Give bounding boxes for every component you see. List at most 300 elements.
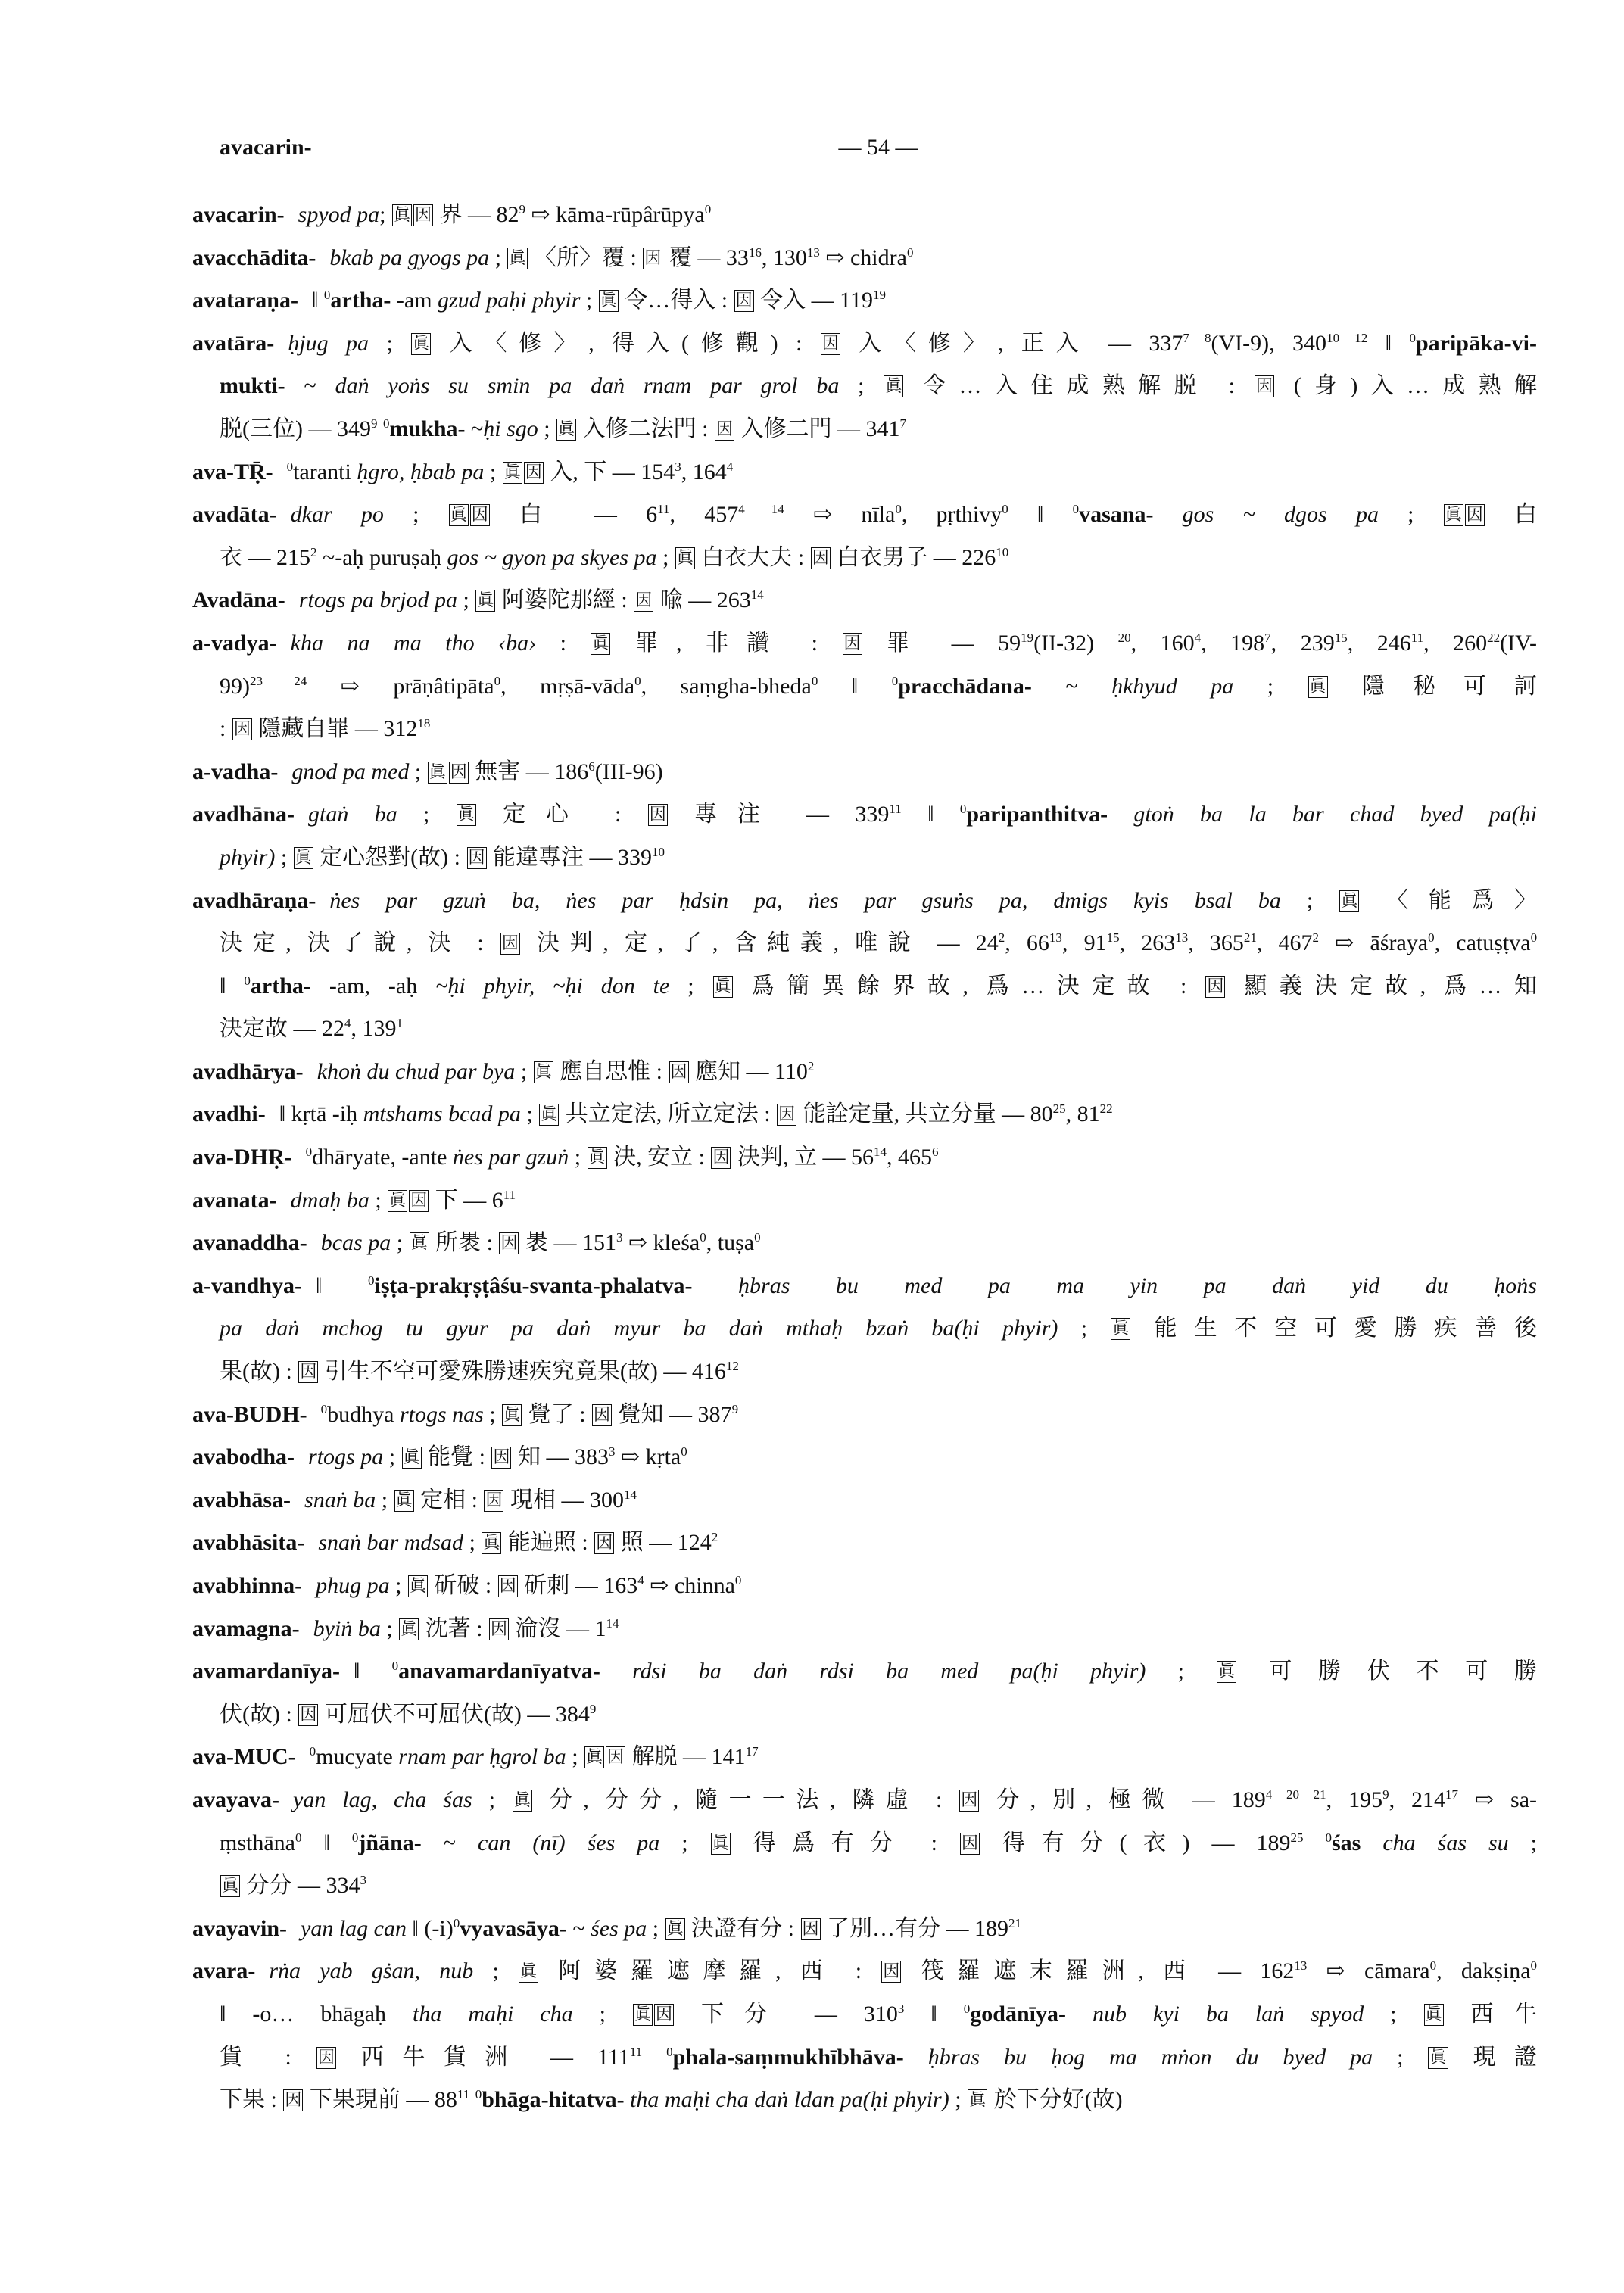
- entry-line: [192, 279, 1537, 322]
- entry-line: [192, 1136, 1537, 1179]
- text: 99): [220, 673, 250, 699]
- text: ‖: [311, 288, 324, 313]
- tibetan-text: ṅes par gzuṅ ba, ṅes par ḥdsin pa, ṅes par gsuṅs pa, dmigs kyis bsal ba: [329, 887, 1281, 913]
- text: 阿婆陀那經 :: [496, 587, 634, 613]
- superscript: 0: [1530, 930, 1537, 946]
- entry-line: [192, 451, 1537, 494]
- boxed-source-mark: 因: [715, 419, 734, 441]
- superscript: 3: [897, 2001, 905, 2016]
- entry-line: [192, 1565, 1537, 1608]
- superscript: 10 12: [1326, 330, 1368, 345]
- text: 決, 安立 :: [607, 1145, 711, 1170]
- entry-headword: avayava-: [192, 1787, 279, 1812]
- text: 能覺 :: [422, 1444, 491, 1470]
- text: 白: [1485, 502, 1537, 528]
- text: ;: [647, 1915, 665, 1941]
- text: , 467: [1256, 930, 1313, 956]
- boxed-source-mark: 眞: [410, 1232, 429, 1254]
- text: 能詮定量, 共立分量 — 80: [797, 1101, 1053, 1127]
- tibetan-text: rtogs pa brjod pa: [298, 587, 458, 613]
- tibetan-text: bkab pa gyogs pa: [329, 245, 490, 270]
- entry-line: [192, 1650, 1537, 1693]
- boxed-source-mark: 因: [470, 504, 490, 526]
- tibetan-text: ḥgro, ḥbab pa: [357, 459, 485, 484]
- text: , 260: [1423, 630, 1488, 656]
- text: 覆 — 33: [663, 245, 749, 270]
- boxed-source-mark: 因: [298, 1704, 318, 1726]
- superscript: 0: [704, 202, 712, 217]
- text: ;: [376, 1487, 394, 1513]
- boxed-source-mark: 眞: [399, 1618, 419, 1640]
- boxed-source-mark: 眞: [968, 2089, 987, 2111]
- boxed-source-mark: 因: [960, 1833, 980, 1855]
- text: 了別…有分 — 189: [821, 1915, 1009, 1941]
- text: ;: [472, 1787, 512, 1812]
- boxed-source-mark: 眞: [513, 1790, 532, 1812]
- text: 筏羅遮末羅洲, 西 — 162: [902, 1958, 1295, 1984]
- boxed-source-mark: 因: [648, 804, 668, 826]
- superscript: 4 20 21: [1265, 1787, 1326, 1802]
- text: 能遍照 :: [502, 1530, 594, 1556]
- superscript: 7 8: [1183, 330, 1211, 345]
- boxed-source-mark: 因: [449, 762, 469, 784]
- text: 〈能爲〉: [1360, 887, 1537, 913]
- headword: paripanthitva-: [966, 802, 1108, 827]
- text: 定心 :: [476, 802, 647, 827]
- boxed-source-mark: 因: [821, 333, 840, 355]
- entry-headword: avamagna-: [192, 1615, 300, 1641]
- boxed-source-mark: 因: [484, 1490, 503, 1512]
- superscript: 0: [1002, 502, 1008, 517]
- tibetan-text: snaṅ ba: [304, 1487, 376, 1513]
- entry-headword: avanaddha-: [192, 1230, 307, 1256]
- text: ;: [397, 802, 456, 827]
- text: , tuṣa: [706, 1230, 755, 1256]
- boxed-source-mark: 眞: [411, 333, 431, 355]
- superscript: 20: [1117, 630, 1131, 645]
- superscript: 0: [700, 1230, 706, 1245]
- entry-continuation-line: [192, 1993, 1537, 2036]
- text: ;: [1280, 887, 1339, 913]
- entry-line: [192, 1436, 1537, 1479]
- text: 分分 — 334: [241, 1873, 360, 1899]
- tibetan-text: ~ḥi phyir, ~ḥi don te: [435, 973, 670, 999]
- superscript: 7: [899, 416, 906, 431]
- entry-continuation-line: [192, 1822, 1537, 1865]
- entry-continuation-line: [192, 365, 1537, 408]
- superscript: 0: [681, 1444, 687, 1460]
- text: ⇨ nīla: [784, 502, 896, 528]
- headword: iṣṭa-prakṛṣṭâśu-svanta-phalatva-: [374, 1273, 693, 1298]
- text: 淪沒 — 1: [510, 1615, 606, 1641]
- text: , 81: [1065, 1101, 1100, 1127]
- entry-headword: avabhāsita-: [192, 1530, 305, 1556]
- boxed-source-mark: 因: [711, 1147, 731, 1169]
- entry-headword: a-vandhya-: [192, 1273, 303, 1298]
- superscript: 11: [889, 802, 902, 817]
- boxed-source-mark: 因: [881, 1961, 901, 1983]
- text: ⇨ cāmara: [1307, 1958, 1430, 1984]
- tibetan-text: gtoṅ ba la bar chad byed pa(ḥi: [1108, 802, 1537, 827]
- text: 現相 — 300: [504, 1487, 624, 1513]
- boxed-source-mark: 因: [500, 933, 520, 955]
- tibetan-text: śes pa: [591, 1915, 647, 1941]
- text: 應知 — 110: [689, 1058, 808, 1084]
- text: ~-aḥ puruṣaḥ: [316, 544, 447, 570]
- boxed-source-mark: 眞: [1217, 1661, 1236, 1683]
- boxed-source-mark: 因: [1255, 375, 1274, 397]
- superscript: 13: [806, 245, 820, 260]
- superscript: 0: [1409, 330, 1416, 345]
- text: ⇨ kṛta: [615, 1444, 681, 1470]
- text: -am, -aḥ: [310, 973, 436, 999]
- entry-continuation-line: [192, 708, 1537, 751]
- tibetan-text: ḥjug pa: [288, 330, 369, 356]
- headword: bhāga-hitatva-: [482, 2087, 625, 2113]
- superscript: 9: [589, 1701, 597, 1716]
- superscript: 2: [310, 544, 317, 559]
- text: 斫破 :: [428, 1573, 497, 1598]
- text: , 465: [886, 1145, 932, 1170]
- boxed-source-mark: 眞: [457, 804, 476, 826]
- superscript: 13: [1294, 1958, 1308, 1974]
- text: -am: [391, 288, 438, 313]
- text: ;: [275, 844, 293, 870]
- text: 顯義決定故, 爲…知: [1226, 973, 1537, 999]
- text: (VI-9), 340: [1211, 330, 1327, 356]
- text: 令…得入 :: [619, 288, 734, 313]
- boxed-source-mark: 因: [409, 1190, 429, 1212]
- tibetan-text: dkar po: [290, 502, 384, 528]
- text: ;: [483, 1401, 502, 1427]
- superscript: 0: [895, 502, 902, 517]
- tibetan-text: rtogs nas: [399, 1401, 484, 1427]
- dictionary-entries: [192, 194, 1537, 2122]
- headword: mukti-: [220, 373, 285, 399]
- text: 能違專注 — 339: [487, 844, 653, 870]
- text: , saṃgha-bheda: [641, 673, 812, 699]
- text: ;: [409, 759, 427, 784]
- entry-continuation-line: [192, 2036, 1537, 2080]
- superscript: 0: [963, 2001, 971, 2016]
- text: 得有分(衣) — 189: [980, 1830, 1291, 1855]
- entry-headword: avadhi-: [192, 1101, 266, 1127]
- entry-headword: avabodha-: [192, 1444, 295, 1470]
- superscript: 3: [360, 1873, 367, 1888]
- tibetan-text: snaṅ bar mdsad: [318, 1530, 464, 1556]
- superscript: 14: [623, 1487, 637, 1502]
- tibetan-text: can (nī) śes pa: [478, 1830, 660, 1855]
- text: ;: [369, 1187, 388, 1213]
- boxed-source-mark: 眞: [402, 1447, 422, 1469]
- text: 決定, 決了說, 決 :: [220, 930, 500, 956]
- boxed-source-mark: 眞: [1339, 890, 1359, 912]
- entry-line: [192, 1394, 1537, 1437]
- text: :: [536, 630, 591, 656]
- text: ~: [566, 1915, 591, 1941]
- superscript: 4 14: [738, 502, 784, 517]
- superscript: 9: [370, 416, 378, 431]
- entry-line: [192, 1950, 1537, 1993]
- superscript: 0: [666, 2044, 673, 2059]
- text: , 246: [1347, 630, 1411, 656]
- text: 能生不空可愛勝疾善後: [1131, 1316, 1537, 1341]
- text: 下 — 6: [429, 1187, 503, 1213]
- text: 貨 :: [220, 2044, 316, 2070]
- superscript: 6: [588, 759, 595, 774]
- tibetan-text: tha maḥi cha daṅ ldan pa(ḥi phyir): [624, 2087, 949, 2113]
- text: 罪 — 59: [862, 630, 1021, 656]
- text: ‖: [354, 1659, 392, 1684]
- text: dhāryate, -ante: [312, 1145, 453, 1170]
- text: ⇨ kāma-rūpârūpya: [525, 202, 705, 227]
- text: ;: [457, 587, 475, 613]
- text: ;: [839, 373, 884, 399]
- boxed-source-mark: 因: [298, 1361, 318, 1383]
- tibetan-text: cha śas su: [1361, 1830, 1509, 1855]
- entry-line: [192, 793, 1537, 837]
- text: 應自思惟 :: [553, 1058, 669, 1084]
- text: ‖ (-i): [406, 1915, 454, 1941]
- text: ~: [1031, 673, 1112, 699]
- text: 入〈修〉, 得入(修觀) :: [432, 330, 820, 356]
- text: , 130: [761, 245, 807, 270]
- superscript: 3: [675, 459, 681, 474]
- superscript: 2: [807, 1058, 815, 1073]
- superscript: 0: [1325, 1830, 1332, 1845]
- superscript: 10: [996, 544, 1009, 559]
- tibetan-text: gos ~ dgos pa: [1153, 502, 1379, 528]
- text: ;: [379, 202, 391, 227]
- superscript: 14: [606, 1615, 619, 1631]
- boxed-source-mark: 因: [232, 718, 252, 740]
- text: 照 — 124: [615, 1530, 712, 1556]
- text: ‖: [316, 1273, 368, 1298]
- superscript: 12: [725, 1359, 739, 1374]
- text: 引生不空可愛殊勝速疾究竟果(故) — 416: [319, 1359, 726, 1385]
- boxed-source-mark: 因: [801, 1918, 821, 1940]
- text: , 139: [351, 1016, 397, 1042]
- superscript: 0: [811, 673, 818, 688]
- tibetan-text: ṅes par gzuṅ: [452, 1145, 569, 1170]
- boxed-source-mark: 眞: [519, 1961, 538, 1983]
- boxed-source-mark: 眞: [428, 762, 447, 784]
- text: 無害 — 186: [469, 759, 589, 784]
- text: ‖: [1008, 502, 1073, 528]
- entry-headword: ava-MUC-: [192, 1744, 296, 1770]
- text: , 164: [681, 459, 727, 484]
- superscript: 0: [320, 1401, 328, 1416]
- entry-headword: Avadāna-: [192, 587, 285, 613]
- superscript: 25: [1052, 1101, 1066, 1117]
- headword: jñāna-: [358, 1830, 422, 1855]
- superscript: 11: [1410, 630, 1424, 645]
- text: ;: [473, 1958, 519, 1984]
- boxed-source-mark: 因: [643, 248, 662, 269]
- boxed-source-mark: 因: [811, 547, 831, 569]
- text: 決判, 定, 了, 含純義, 唯說 — 24: [520, 930, 999, 956]
- entry-line: [192, 1479, 1537, 1522]
- superscript: 21: [1243, 930, 1257, 946]
- boxed-source-mark: 眞: [449, 504, 469, 526]
- text: ;: [1378, 502, 1443, 528]
- superscript: 0: [959, 802, 967, 817]
- entry-headword: avanata-: [192, 1187, 277, 1213]
- superscript: 0: [295, 1830, 302, 1845]
- boxed-source-mark: 眞: [884, 375, 903, 397]
- text: 令入 — 119: [754, 288, 873, 313]
- superscript: 17: [1445, 1787, 1459, 1802]
- text: 阿婆羅遮摩羅, 西 :: [539, 1958, 881, 1984]
- entry-headword: ava-BUDH-: [192, 1401, 307, 1427]
- superscript: 13: [1175, 930, 1189, 946]
- superscript: 0: [1429, 1958, 1437, 1974]
- headword: anavamardanīyatva-: [398, 1659, 600, 1684]
- entry-continuation-line: [192, 1307, 1537, 1351]
- tibetan-text: dmaḥ ba: [290, 1187, 369, 1213]
- text: ;: [569, 1145, 587, 1170]
- boxed-source-mark: 眞: [1428, 2047, 1448, 2069]
- boxed-source-mark: 眞: [1111, 1318, 1130, 1340]
- boxed-source-mark: 眞: [220, 1875, 240, 1897]
- text: 決定故 — 22: [220, 1016, 344, 1042]
- entry-continuation-line: [192, 837, 1537, 880]
- text: 白衣大夫 :: [695, 544, 810, 570]
- boxed-source-mark: 眞: [584, 1746, 604, 1768]
- text: 界 — 82: [434, 202, 519, 227]
- boxed-source-mark: 因: [959, 1790, 979, 1812]
- boxed-source-mark: 因: [413, 204, 433, 226]
- superscript: 18: [417, 716, 431, 731]
- superscript: 4: [344, 1016, 351, 1031]
- text: ;: [1364, 2001, 1423, 2027]
- boxed-source-mark: 因: [524, 462, 544, 484]
- tibetan-text: gtaṅ ba: [308, 802, 397, 827]
- entry-line: [192, 1522, 1537, 1565]
- tibetan-text: rnam par ḥgrol ba: [398, 1744, 566, 1770]
- superscript: 6: [931, 1145, 939, 1160]
- text: ‖: [904, 2001, 964, 2027]
- text: 喩 — 263: [654, 587, 751, 613]
- text: ‖ kṛtā -iḥ: [279, 1101, 363, 1127]
- text: 令…入住成熟解脱 :: [904, 373, 1254, 399]
- text: ;: [391, 1230, 409, 1256]
- text: 果(故) :: [220, 1359, 298, 1385]
- text: 定心怨對(故) :: [313, 844, 466, 870]
- entry-line: [192, 622, 1537, 665]
- headword: śas: [1331, 1830, 1361, 1855]
- text: , 195: [1326, 1787, 1383, 1812]
- boxed-source-mark: 因: [592, 1404, 612, 1426]
- text: [1303, 1830, 1325, 1855]
- text: taranti: [293, 459, 357, 484]
- headword: godānīya-: [970, 2001, 1066, 2027]
- entry-line: [192, 1779, 1537, 1822]
- text: 分, 分分, 隨一一法, 隣虛 :: [532, 1787, 959, 1812]
- tibetan-text: yan lag can: [301, 1915, 407, 1941]
- entry-headword: avacchādita-: [192, 245, 316, 270]
- superscript: 14: [750, 587, 764, 603]
- text: 決判, 立 — 56: [731, 1145, 874, 1170]
- text: ;: [572, 2001, 632, 2027]
- text: ;: [538, 416, 556, 441]
- boxed-source-mark: 因: [499, 1232, 519, 1254]
- boxed-source-mark: 眞: [507, 248, 527, 269]
- superscript: 2: [1312, 930, 1320, 946]
- entry-headword: avayavin-: [192, 1915, 288, 1941]
- boxed-source-mark: 眞: [408, 1575, 428, 1597]
- tibetan-text: kha na ma tho ‹ba›: [290, 630, 537, 656]
- text: ‖: [220, 973, 245, 999]
- text: ;: [380, 1615, 399, 1641]
- text: ⇨ āśraya: [1319, 930, 1429, 956]
- text: ⇨ prāṇâtipāta: [307, 673, 494, 699]
- text: 隱秘可訶: [1328, 673, 1537, 699]
- text: ‖: [901, 802, 960, 827]
- entry-headword: avara-: [192, 1958, 256, 1984]
- text: ;: [669, 973, 712, 999]
- entry-line: [192, 1736, 1537, 1779]
- text: 伏(故) :: [220, 1701, 298, 1727]
- entry-line: [192, 579, 1537, 622]
- tibetan-text: yan lag, cha śas: [293, 1787, 472, 1812]
- text: mucyate: [316, 1744, 399, 1770]
- text: (II-32): [1033, 630, 1118, 656]
- text: [642, 2045, 666, 2070]
- superscript: 17: [745, 1744, 759, 1759]
- text: ;: [1373, 2044, 1428, 2070]
- superscript: 21: [1008, 1915, 1022, 1930]
- text: ;: [515, 1058, 533, 1084]
- entry-line: [192, 1608, 1537, 1651]
- entry-continuation-line: [192, 1693, 1537, 1737]
- text: , 365: [1188, 930, 1244, 956]
- superscript: 4: [726, 459, 734, 474]
- entry-headword: ava-DHṚ-: [192, 1145, 292, 1170]
- tibetan-text: rṅa yab gṡan, nub: [269, 1958, 474, 1984]
- tibetan-text: rdsi ba daṅ rdsi ba med pa(ḥi phyir): [600, 1659, 1146, 1684]
- text: ‖ -o… bhāgaḥ: [220, 2001, 413, 2027]
- tibetan-text: phug pa: [316, 1573, 390, 1598]
- boxed-source-mark: 因: [654, 2004, 674, 2026]
- tibetan-text: nub kyi ba laṅ spyod: [1065, 2001, 1364, 2027]
- text: :: [220, 716, 232, 742]
- boxed-source-mark: 眞: [482, 1532, 501, 1554]
- superscript: 0: [323, 288, 331, 303]
- tibetan-text: tha maḥi cha: [413, 2001, 573, 2027]
- entry-headword: avabhinna-: [192, 1573, 303, 1598]
- boxed-source-mark: 因: [1205, 976, 1225, 998]
- superscript: 0: [475, 2087, 482, 2102]
- text: ;: [520, 1101, 539, 1127]
- text: 可勝伏不可勝: [1237, 1659, 1537, 1684]
- tibetan-text: ḥi sgo: [483, 416, 538, 441]
- boxed-source-mark: 眞: [294, 847, 313, 869]
- tibetan-text: ḥbras bu med pa ma yin pa daṅ yid du ḥoṅs: [692, 1273, 1537, 1298]
- boxed-source-mark: 眞: [539, 1104, 559, 1126]
- entry-line: [192, 1222, 1537, 1265]
- text: , 160: [1130, 630, 1195, 656]
- boxed-source-mark: 因: [734, 290, 754, 312]
- entry-headword: a-vadya-: [192, 630, 277, 656]
- entry-headword: avamardanīya-: [192, 1659, 340, 1684]
- text: , 214: [1389, 1787, 1446, 1812]
- boxed-source-mark: 眞: [588, 1147, 607, 1169]
- superscript: 4: [1194, 630, 1202, 645]
- entry-continuation-line: [192, 1008, 1537, 1051]
- text: 定相 :: [414, 1487, 484, 1513]
- text: (身)入…成熟解: [1274, 373, 1537, 399]
